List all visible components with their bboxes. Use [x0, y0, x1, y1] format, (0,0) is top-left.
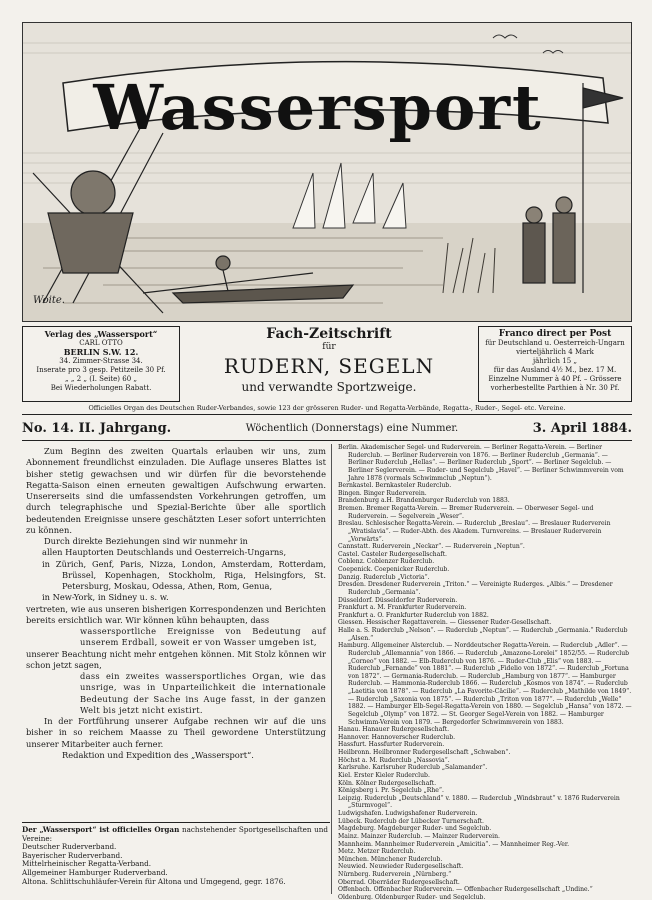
- club-entry: Danzig. Ruderclub „Victoria“.: [338, 573, 430, 581]
- divider: [22, 822, 330, 823]
- club-entry: Bingen. Binger Ruderverein.: [338, 489, 427, 497]
- article-column: [26, 446, 326, 761]
- club-entry: Heilbronn. Heilbronner Rudergesellschaft „Schwaben“.: [338, 749, 511, 756]
- club-entry: Hanau. Hanauer Rudergesellschaft.: [338, 726, 449, 734]
- publisher-line: BERLIN S.W. 12.: [63, 347, 139, 357]
- club-entry: Coblenz. Coblenzer Ruderclub.: [338, 558, 435, 566]
- subtitle-line: für: [322, 342, 336, 352]
- club-entry: Karlsruhe. Karlsruher Ruderclub „Salamander“.: [338, 764, 488, 772]
- club-entry: Hassfurt. Hassfurter Ruderverein.: [338, 741, 445, 749]
- club-entry: Halle a. S. Ruderclub „Nelson“. — Ruderclub „Neptun“. — Ruderclub „Germania.“ Ruderclub „Alsen.“: [338, 627, 628, 642]
- article-paragraph: wassersportliche Ereignisse von Bedeutung auf unserem Erdball, soweit er von Wasser umgeben ist,: [80, 626, 326, 648]
- article-paragraph: in Zürich, Genf, Paris, Nizza, London, Amsterdam, Rotterdam, Brüssel, Kopenhagen, Stockholm, Riga, Helsingfors, St. Petersburg, Moskau, Odessa, Athen, Rom, Genua,: [42, 558, 326, 591]
- official-organ-box: [22, 826, 328, 886]
- article-paragraph: Zum Beginn des zweiten Quartals erlauben wir uns, zum Abonnement freundlichst einzuladen. Die Auflage unseres Blattes ist bisher stetig gewachsen und wir dürfen für die bevorstehende Regatta-Saison einen erneuten gewaltigen Aufschwung erwarten. Unsererseits sind die umfassendsten Vorkehrungen getroffen, um durch telegraphische und Spezial-Berichte über alle sportlich bedeutenden Ereignisse unsere geschätzten Leser sofort unterrichten zu können.: [26, 446, 326, 535]
- subtitle-line: und verwandte Sportzweige.: [241, 380, 417, 394]
- club-entry: Ludwigshafen. Ludwigshafener Ruderverein.: [338, 810, 478, 817]
- club-entry: Metz. Metzer Ruderclub.: [338, 848, 416, 856]
- club-entry: Giessen. Hessischer Regattaverein. — Giessener Ruder-Gesellschaft.: [338, 619, 552, 627]
- price-line: vierteljährlich 4 Mark: [516, 348, 594, 356]
- club-entry: Königsberg i. Pr. Segelclub „Rhe“.: [338, 787, 444, 795]
- price-box: [478, 326, 632, 402]
- article-paragraph: In der Fortführung unserer Aufgabe rechnen wir auf die uns bisher in so reichem Maasse zu Theil gewordene Unterstützung unserer Mitarbeiter auch ferner.: [26, 716, 326, 749]
- official-organ-line: Officielles Organ des Deutschen Ruder-Verbandes, sowie 123 der grösseren Ruder- und Regatta-Verbände, Regatta-, Ruder-, Segel- etc. Vereine.: [88, 404, 566, 412]
- club-entry: Offenbach. Offenbacher Ruderverein. — Offenbacher Rudergesellschaft „Undine.“: [338, 886, 593, 894]
- price-line: Einzelne Nummer à 40 Pf. – Grössere: [488, 375, 622, 383]
- club-entry: Frankfurt a. O. Frankfurter Ruderclub von 1882.: [338, 611, 489, 619]
- article-paragraph: vertreten, wie aus unseren bisherigen Korrespondenzen und Berichten bereits ersichtlich war. Wir können kühn behaupten, dass: [26, 603, 326, 625]
- publisher-line: Verlag des „Wassersport“: [44, 329, 158, 339]
- subtitle-line: Fach-Zeitschrift: [266, 326, 392, 342]
- club-entry: Köln. Kölner Rudergesellschaft.: [338, 779, 437, 787]
- club-entry: Mainz. Mainzer Ruderclub. — Mainzer Ruderverein.: [338, 832, 500, 840]
- price-line: vorherbestellte Parthien à Nr. 30 Pf.: [490, 384, 620, 392]
- club-entry: Bremen. Bremer Regatta-Verein. — Bremer Ruderverein. — Oberweser Segel- und Ruderverein. — Segelverein „Weser“.: [338, 505, 594, 520]
- organ-intro: [22, 826, 328, 843]
- organ-item: Allgemeiner Hamburger Ruderverband.: [22, 867, 168, 877]
- masthead-engraving: [23, 23, 632, 322]
- publisher-line: „ „ 2 „ (I. Seite) 60 „: [64, 375, 138, 383]
- club-entry: Dresden. Dresdener Ruderverein „Triton.“ — Vereinigte Ruderges. „Albis.“ — Dresdener Ruderclub „Germania“.: [338, 581, 613, 596]
- publication-subtitle: [184, 326, 474, 394]
- club-entry: Hannover. Hannoverscher Ruderclub.: [338, 733, 456, 741]
- club-entry: Lübeck. Ruderclub der Lübecker Turnerschaft.: [338, 817, 484, 825]
- club-entry: Magdeburg. Magdeburger Ruder- und Segelclub.: [338, 825, 492, 833]
- club-entry: Kiel. Erster Kieler Ruderclub.: [338, 771, 430, 779]
- club-entry: Leipzig. Ruderclub „Deutschland“ v. 1880. — Ruderclub „Windsbraut“ v. 1876 Ruderverein „Sturmvogel“.: [338, 794, 620, 810]
- article-signature: Redaktion und Expedition des „Wassersport“.: [62, 749, 254, 760]
- organ-intro-bold: Der „Wassersport“ ist officielles Organ: [22, 825, 180, 834]
- publisher-line: Bei Wiederholungen Rabatt.: [50, 384, 152, 392]
- club-entry: Hamburg. Allgemeiner Alsterclub. — Norddeutscher Regatta-Verein. — Ruderclub „Adler“. — Ruderclub „Allemannia“ von 1866. — Ruderclub „Amazone-Lorelei“ 1852/55. — Ruderclub „Corneo“ von 1882. — Elb-Ruderclub von 1876. — Ruder-Club „Elis“ von 1883. — Ruderclub „Fernande“ von 1881“. — Ruderclub „Fidelio von 1872“. — Ruderclub „Fortuna von 1872“. — Germania-Ruderclub. — Ruderclub „Hamburg von 1877“. — Hamburger Ruderclub. — Hammonia-Ruderclub 1866. — Ruderclub „Kosmos von 1874“. — Ruderclub „Laetitia von 1878“. — Ruderclub „La Favorite-Cäcilie“. — Ruderclub „Mathilde von 1849“. — Ruderclub „Saxonia von 1875“. — Ruderclub „Triton von 1877“. — Ruderclub „Welle“ 1882. — Hamburger Elb-Segel-Regatta-Verein von 1880. — Segelclub „Hansa“ von 1872. — Segelclub „Olymp“ von 1872. — St. Georger Segel-Verein von 1882. — Hamburger Schwimm-Verein von 1879. — Bergedorfer Schwimmverein von 1883.: [338, 642, 632, 726]
- club-entry: Coepenick. Coepenicker Ruderclub.: [338, 566, 450, 573]
- club-entry: Frankfurt a. M. Frankfurter Ruderverein.: [338, 604, 467, 612]
- club-entry: Mannheim. Mannheimer Ruderverein „Amicitia“. — Mannheimer Reg.-Ver.: [338, 840, 570, 848]
- price-line: für das Ausland 4½ M., bez. 17 M.: [493, 366, 617, 374]
- price-line: jährlich 15 „: [532, 357, 578, 365]
- club-entry: Breslau. Schlesischer Regatta-Verein. — Ruderclub „Breslau“. — Breslauer Ruderverein „Wratislavia“. — Ruder-Abth. des Akadem. Turnvereins. — Breslauer Ruderverein „Vorwärts“.: [338, 520, 611, 543]
- club-list: [338, 444, 634, 900]
- divider: [22, 440, 632, 441]
- club-entry: Neuwied. Neuwieder Rudergesellschaft.: [338, 863, 464, 871]
- organ-item: Altona. Schlittschuhläufer-Verein für Altona und Umgegend, gegr. 1876.: [22, 876, 286, 886]
- article-paragraph: dass ein zweites wassersportliches Organ, wie das unsrige, was in Unparteilichkeit die internationale Bedeutung der Sache ins Auge fasst, in der ganzen Welt bis jetzt nicht existirt.: [80, 671, 326, 715]
- issue-row: [22, 416, 632, 440]
- club-entry: Oberrad. Oberräder Rudergesellschaft.: [338, 878, 460, 886]
- issue-date: 3. April 1884.: [532, 420, 632, 436]
- club-entry: Bernkastel. Bernkasteler Ruderclub.: [338, 482, 452, 490]
- club-entry: Oldenburg. Oldenburger Ruder- und Segelclub.: [338, 893, 486, 900]
- organ-item: Deutscher Ruderverband.: [22, 842, 117, 852]
- divider: [22, 414, 632, 415]
- organ-item: Mittelrheinischer Regatta-Verband.: [22, 859, 151, 869]
- organ-item: Bayerischer Ruderverband.: [22, 850, 123, 860]
- club-entry: Castel. Casteler Rudergesellschaft.: [338, 550, 447, 558]
- artist-signature: Woite.: [33, 295, 65, 306]
- subtitle-line: RUDERN, SEGELN: [223, 354, 435, 378]
- article-paragraph: allen Hauptorten Deutschlands und Oesterreich-Ungarns,: [42, 547, 287, 558]
- masthead-title: Wassersport: [93, 71, 543, 144]
- masthead-illustration: [22, 22, 632, 322]
- club-entry: Höchst a. M. Ruderclub „Nassovia“.: [338, 756, 450, 764]
- price-line: Franco direct per Post: [498, 329, 612, 339]
- issue-frequency: Wöchentlich (Donnerstags) eine Nummer.: [245, 422, 459, 434]
- article-paragraph: in New-York, in Sidney u. s. w.: [42, 592, 169, 603]
- article-paragraph: Durch direkte Beziehungen sind wir nunmehr in: [44, 536, 248, 546]
- organ-intro-text: nachstehender Sportgesellschaften und Vereine:: [22, 825, 328, 843]
- publisher-line: CARL OTTO: [79, 339, 123, 347]
- club-entry: Berlin. Akademischer Segel- und Ruderverein. — Berliner Regatta-Verein. — Berliner Ruderclub. — Berliner Ruderverein von 1876. — Berliner Ruderclub „Germania“. — Berliner Ruderclub „Hellas“. — Berliner Ruderclub „Sport“. — Berliner Segelclub. — Berliner Seglerverein. — Ruder- und Segelclub „Havel“. — Berliner Schwimmverein vom Jahre 1878 (vormals Schwimmclub „Neptun“).: [338, 444, 624, 482]
- column-divider: [331, 444, 332, 894]
- club-entry: Nürnberg. Ruderverein „Nürnberg.“: [338, 871, 452, 878]
- issue-number: No. 14. II. Jahrgang.: [22, 420, 172, 436]
- club-entry: Brandenburg a.H. Brandenburger Ruderclub von 1883.: [338, 497, 510, 505]
- club-entry: Cannstatt. Ruderverein „Neckar“. — Ruderverein „Neptun“.: [338, 543, 525, 551]
- article-paragraph: unserer Beachtung nicht mehr entgehen können. Mit Stolz können wir schon jetzt sagen,: [26, 648, 326, 670]
- publisher-line: Inserate pro 3 gesp. Petitzeile 30 Pf.: [36, 366, 166, 374]
- club-entry: Düsseldorf. Düsseldorfer Ruderverein.: [338, 596, 458, 604]
- publisher-line: 34. Zimmer-Strasse 34.: [59, 357, 143, 365]
- publisher-box: [22, 326, 180, 402]
- club-entry: München. Münchener Ruderclub.: [338, 855, 443, 863]
- price-line: für Deutschland u. Oesterreich-Ungarn: [485, 339, 625, 347]
